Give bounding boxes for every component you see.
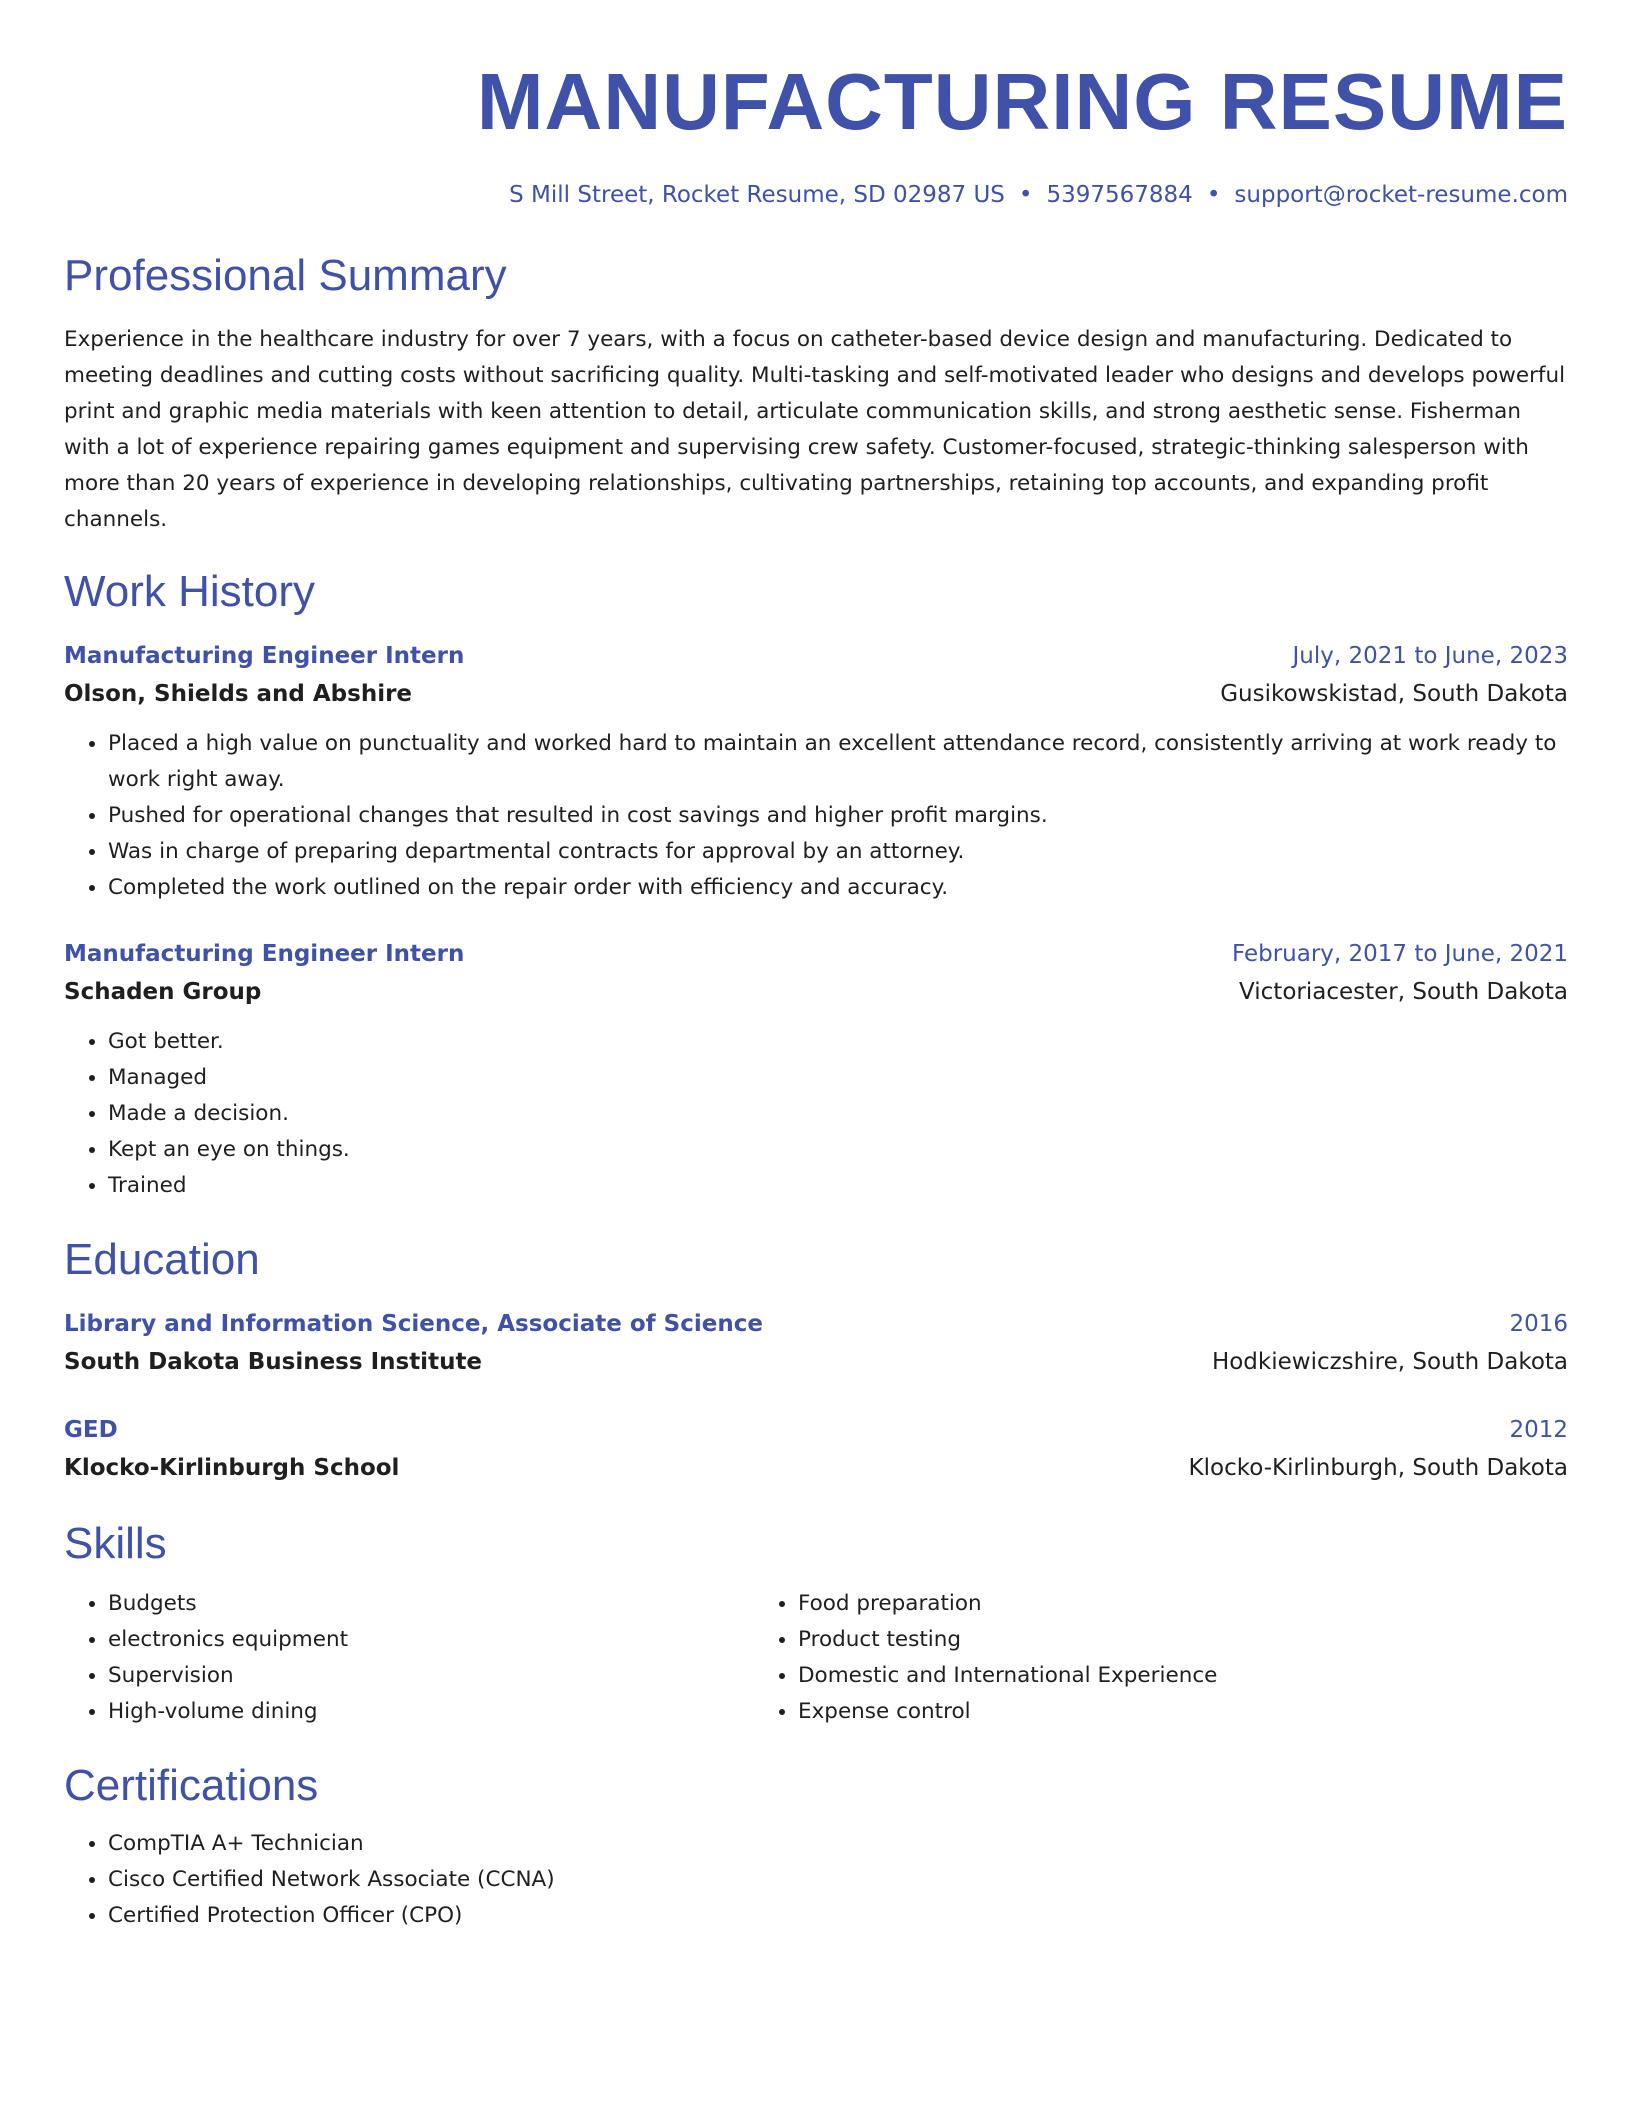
education-location: Hodkiewiczshire, South Dakota — [1211, 1349, 1568, 1375]
skills-grid — [64, 1586, 1568, 1730]
job-location: Gusikowskistad, South Dakota — [1220, 681, 1568, 707]
job-bullet: • Completed the work outlined on the repair order with efficiency and accuracy. — [108, 870, 1568, 906]
job-bullet: • Made a decision. — [108, 1096, 1568, 1132]
skill-item: • electronics equipment — [108, 1622, 754, 1658]
job-role: Manufacturing Engineer Intern — [64, 941, 465, 967]
work-history-heading: Work History — [64, 567, 315, 616]
education-degree: Library and Information Science, Associate of Science — [64, 1311, 763, 1337]
contact-email: support@rocket-resume.com — [1234, 182, 1568, 208]
job-bullet: • Managed — [108, 1060, 1568, 1096]
certifications-heading: Certifications — [64, 1761, 319, 1810]
job-dates: July, 2021 to June, 2023 — [1292, 643, 1568, 669]
certification-item: • CompTIA A+ Technician — [108, 1826, 1568, 1862]
skill-item: • Food preparation — [798, 1586, 1454, 1622]
contact-separator: • — [1018, 182, 1033, 208]
education-entry — [64, 1412, 1568, 1488]
education-heading: Education — [64, 1235, 260, 1284]
contact-separator: • — [1206, 182, 1221, 208]
contact-line — [64, 182, 1568, 208]
education-year: 2012 — [1509, 1417, 1568, 1443]
skill-item: • Product testing — [798, 1622, 1454, 1658]
certifications-list — [64, 1826, 1568, 1934]
skill-item: • High-volume dining — [108, 1694, 754, 1730]
job-bullet: • Placed a high value on punctuality and worked hard to maintain an excellent attendance record, consistently arriving at work ready to work right away. — [108, 726, 1568, 798]
education-school: South Dakota Business Institute — [64, 1349, 483, 1375]
job-dates: February, 2017 to June, 2021 — [1231, 941, 1568, 967]
summary-heading: Professional Summary — [64, 251, 507, 300]
skill-item: • Budgets — [108, 1586, 754, 1622]
skill-item: • Expense control — [798, 1694, 1454, 1730]
job-entry — [64, 936, 1568, 1204]
job-bullet: • Pushed for operational changes that resulted in cost savings and higher profit margins. — [108, 798, 1568, 834]
skills-list-right — [754, 1586, 1454, 1730]
education-location: Klocko-Kirlinburgh, South Dakota — [1188, 1455, 1568, 1481]
summary-text: Experience in the healthcare industry for over 7 years, with a focus on catheter-based device design and manufacturing. Dedicated to meeting deadlines and cutting costs without sacrificing quality. Multi-tasking and self-motivated leader who designs and develops powerful print and graphic media materials with keen attention to detail, articulate communication skills, and strong aesthetic sense. Fisherman with a lot of experience repairing games equipment and supervising crew safety. Customer-focused, strategic-thinking salesperson with more than 20 years of experience in developing relationships, cultivating partnerships, retaining top accounts, and expanding profit channels. — [64, 327, 1566, 532]
job-company: Olson, Shields and Abshire — [64, 681, 413, 707]
education-entry — [64, 1306, 1568, 1382]
education-year: 2016 — [1509, 1311, 1568, 1337]
job-entry — [64, 638, 1568, 906]
education-school: Klocko-Kirlinburgh School — [64, 1455, 400, 1481]
job-bullet: • Trained — [108, 1168, 1568, 1204]
contact-address: S Mill Street, Rocket Resume, SD 02987 US — [509, 182, 1005, 208]
job-bullets — [64, 726, 1568, 906]
job-location: Victoriacester, South Dakota — [1239, 979, 1568, 1005]
education-degree: GED — [64, 1417, 118, 1443]
job-role: Manufacturing Engineer Intern — [64, 643, 465, 669]
contact-phone: 5397567884 — [1046, 182, 1193, 208]
skills-list-left — [64, 1586, 754, 1730]
skill-item: • Domestic and International Experience — [798, 1658, 1454, 1694]
certification-item: • Cisco Certified Network Associate (CCNA) — [108, 1862, 1568, 1898]
certification-item: • Certified Protection Officer (CPO) — [108, 1898, 1568, 1934]
skills-heading: Skills — [64, 1519, 167, 1568]
job-company: Schaden Group — [64, 979, 262, 1005]
resume-title: MANUFACTURING RESUME — [476, 57, 1568, 146]
skill-item: • Supervision — [108, 1658, 754, 1694]
job-bullet: • Was in charge of preparing departmental contracts for approval by an attorney. — [108, 834, 1568, 870]
job-bullets — [64, 1024, 1568, 1204]
job-bullet: • Kept an eye on things. — [108, 1132, 1568, 1168]
job-bullet: • Got better. — [108, 1024, 1568, 1060]
